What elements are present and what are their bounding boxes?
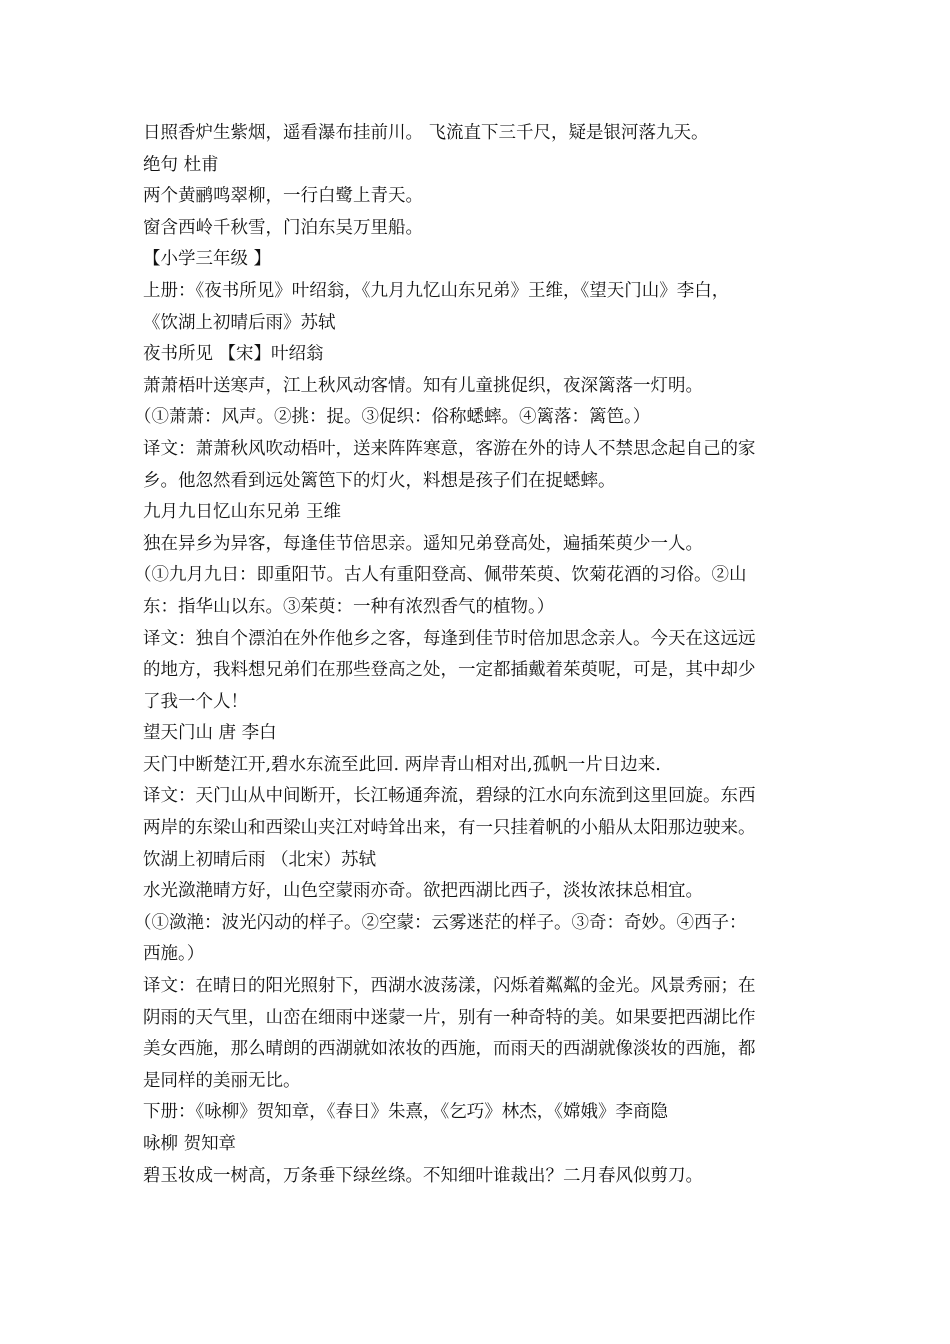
translation-line: 译文：独自个漂泊在外作他乡之客，每逢到佳节时倍加思念亲人。今天在这远远 — [143, 628, 756, 649]
text-line: 下册：《咏柳》贺知章，《春日》朱熹，《乞巧》林杰，《嫦娥》李商隐 — [143, 1102, 668, 1123]
text-line: 碧玉妆成一树高，万条垂下绿丝绦。不知细叶谁裁出？二月春风似剪刀。 — [143, 1165, 703, 1186]
annotation-line: 东：指华山以东。③茱萸：一种有浓烈香气的植物。） — [143, 596, 555, 617]
poem-title: 望天门山 唐 李白 — [143, 723, 277, 744]
text-line: 《饮湖上初晴后雨》苏轼 — [143, 312, 336, 333]
poem-title: 九月九日忆山东兄弟 王维 — [143, 502, 342, 523]
text-line: 两个黄鹂鸣翠柳，一行白鹭上青天。 — [143, 186, 423, 207]
translation-line: 美女西施，那么晴朗的西湖就如浓妆的西施，而雨天的西湖就像淡妆的西施，都 — [143, 1039, 756, 1060]
translation-line: 是同样的美丽无比。 — [143, 1070, 301, 1091]
text-line: 天门中断楚江开,碧水东流至此回. 两岸青山相对出,孤帆一片日边来. — [143, 754, 661, 775]
annotation-line: 西施。） — [143, 944, 205, 965]
translation-line: 乡。他忽然看到远处篱笆下的灯火，料想是孩子们在捉蟋蟀。 — [143, 470, 616, 491]
translation-line: 的地方，我料想兄弟们在那些登高之处，一定都插戴着茱萸呢，可是，其中却少 — [143, 660, 756, 681]
text-line: 独在异乡为异客，每逢佳节倍思亲。遥知兄弟登高处，遍插茱萸少一人。 — [143, 533, 703, 554]
annotation-line: （①萧萧：风声。②挑：捉。③促织：俗称蟋蟀。④篱落：篱笆。） — [134, 407, 651, 428]
translation-line: 译文：天门山从中间断开，长江畅通奔流，碧绿的江水向东流到这里回旋。东西 — [143, 786, 756, 807]
poem-title: 绝句 杜甫 — [143, 154, 219, 175]
poem-title: 夜书所见 【宋】叶绍翁 — [143, 344, 324, 365]
document-page — [134, 118, 815, 1192]
translation-line: 译文：在晴日的阳光照射下，西湖水波荡漾，闪烁着粼粼的金光。风景秀丽；在 — [143, 976, 756, 997]
text-line: 窗含西岭千秋雪，门泊东吴万里船。 — [143, 217, 423, 238]
text-line: 上册：《夜书所见》叶绍翁，《九月九忆山东兄弟》王维，《望天门山》李白， — [143, 280, 730, 301]
poem-title: 饮湖上初晴后雨 （北宋）苏轼 — [143, 849, 377, 870]
text-line: 萧萧梧叶送寒声，江上秋风动客情。知有儿童挑促织，夜深篱落一灯明。 — [143, 375, 703, 396]
text-line: 水光潋滟晴方好，山色空蒙雨亦奇。欲把西湖比西子，淡妆浓抹总相宜。 — [143, 881, 703, 902]
text-line: 日照香炉生紫烟，遥看瀑布挂前川。 飞流直下三千尺，疑是银河落九天。 — [143, 123, 709, 143]
annotation-line: （①九月九日：即重阳节。古人有重阳登高、佩带茱萸、饮菊花酒的习俗。②山 — [134, 565, 747, 586]
translation-line: 两岸的东梁山和西梁山夹江对峙耸出来，有一只挂着帆的小船从太阳那边驶来。 — [143, 818, 756, 839]
annotation-line: （①潋滟：波光闪动的样子。②空蒙：云雾迷茫的样子。③奇：奇妙。④西子： — [134, 912, 747, 933]
section-heading: 【小学三年级 】 — [143, 249, 272, 270]
poem-title: 咏柳 贺知章 — [143, 1134, 237, 1154]
translation-line: 了我一个人！ — [143, 691, 248, 712]
translation-line: 译文：萧萧秋风吹动梧叶，送来阵阵寒意，客游在外的诗人不禁思念起自己的家 — [143, 438, 756, 459]
translation-line: 阴雨的天气里，山峦在细雨中迷蒙一片，别有一种奇特的美。如果要把西湖比作 — [143, 1007, 756, 1028]
